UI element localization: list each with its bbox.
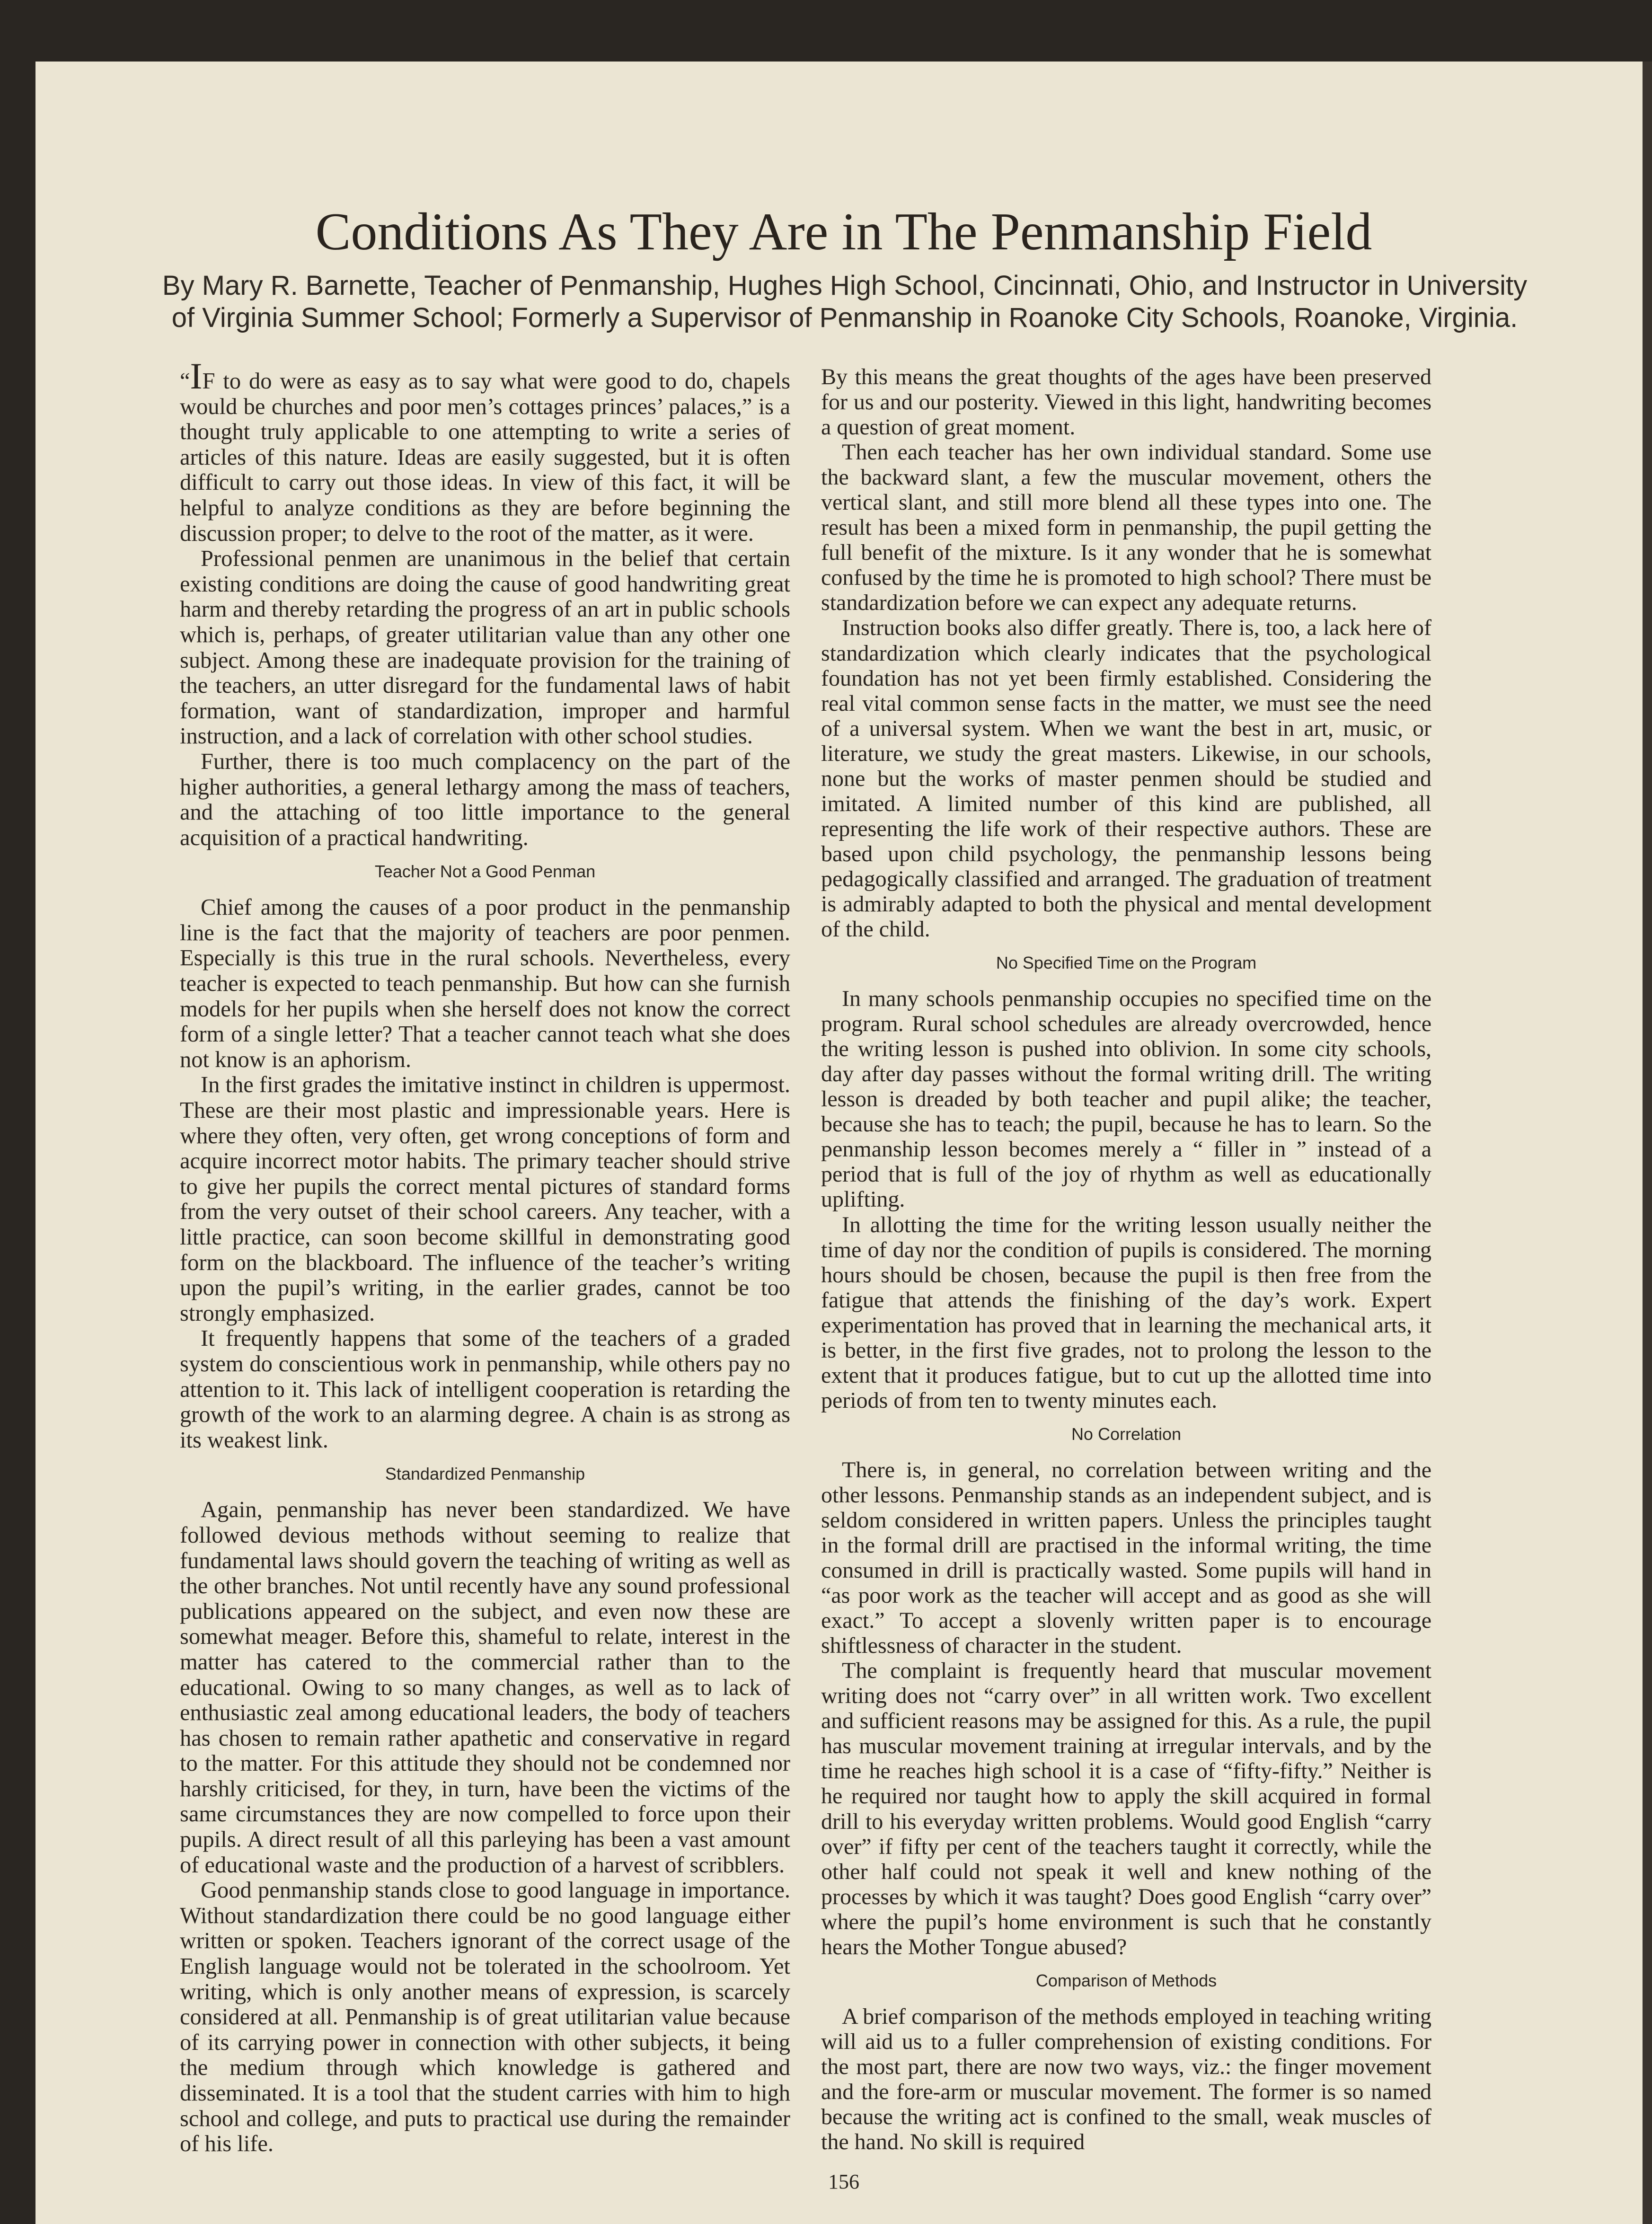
paragraph: The complaint is frequently heard that muscular movement writing does not “carry over” in all written work. Two excellent and sufficient reasons may be assigned for this. As a rule, the pupil has muscular movement training at irregular intervals, and by the time he reaches high school it is a case of “fifty-fifty.” Neither is he required nor taught how to apply the skill acquired in formal drill to his everyday written problems. Would good English “carry over” if fifty per cent of the teachers taught it correctly, while the other half could not speak it well and knew nothing of the processes by which it was taught? Does good English “carry over” where the pupil’s home environment is such that he constantly hears the Mother Tongue abused? [821, 1658, 1431, 1959]
paragraph: In allotting the time for the writing lesson usually neither the time of day nor the condition of pupils is considered. The morning hours should be chosen, because the pupil is then free from the fatigue that attends the finishing of the day’s work. Expert experimentation has proved that in learning the mechanical arts, it is better, in the first five grades, not to prolong the lesson to the extent that it produces fatigue, but to cut up the allotted time into periods of from ten to twenty minutes each. [821, 1212, 1431, 1413]
section-heading-teacher: Teacher Not a Good Penman [374, 862, 596, 882]
paragraph: Chief among the causes of a poor product in the penmanship line is the fact that the majority of teachers are poor penmen. Especially is this true in the rural schools. Nevertheless, every teacher is expected to teach penmanship. But how can she furnish models for her pupils when she herself does not know the correct form of a single letter? That a teacher cannot teach what she does not know is an aphorism. [180, 895, 790, 1072]
intro-paragraph [180, 355, 790, 546]
paragraph: Again, penmanship has never been standardized. We have followed devious methods without seeming to realize that fundamental laws should govern the teaching of writing as well as the other branches. Not until recently have any sound professional publications appeared on the subject, and even now these are somewhat meager. Before this, shameful to relate, interest in the matter has catered to the commercial rather than to the educational. Owing to so many changes, as well as to lack of enthusiastic zeal among educational leaders, the body of teachers has chosen to remain rather apathetic and conservative in regard to the matter. For this attitude they should not be condemned nor harshly criticised, for they, in turn, have been the victims of the same circumstances they are now compelled to force upon their pupils. A direct result of all this parleying has been a vast amount of educational waste and the production of a harvest of scribblers. [180, 1497, 790, 1878]
right-column [821, 364, 1431, 2154]
drop-cap: I [190, 355, 203, 397]
article-title: Conditions As They Are in The Penmanship Field [315, 203, 1372, 261]
paragraph: In the first grades the imitative instinct in children is uppermost. These are their most plastic and impressionable years. Here is where they often, very often, get wrong conceptions of form and acquire incorrect motor habits. The primary teacher should strive to give her pupils the correct mental pictures of standard forms from the very outset of their school careers. Any teacher, with a little practice, can soon become skillful in demonstrating good form on the blackboard. The influence of the teacher’s writing upon the pupil’s writing, in the earlier grades, cannot be too strongly emphasized. [180, 1072, 790, 1326]
page-number: 156 [828, 2170, 859, 2193]
paragraph: A brief comparison of the methods employed in teaching writing will aid us to a fuller comprehension of existing conditions. For the most part, there are now two ways, viz.: the finger movement and the fore-arm or muscular movement. The former is so named because the writing act is confined to the small, weak muscles of the hand. No skill is required [821, 2003, 1431, 2155]
intro-text: F to do were as easy as to say what were good to do, chapels would be churches and poor men’s cottages princes’ palaces,” is a thought truly applicable to one attempting to write a series of articles of this nature. Ideas are easily suggested, but it is often difficult to carry out those ideas. In view of this fact, it will be helpful to analyze conditions as they are before beginning the discussion proper; to delve to the root of the matter, as it were. [180, 369, 790, 546]
paragraph: It frequently happens that some of the teachers of a graded system do conscientious work in penmanship, while others pay no attention to it. This lack of intelligent cooperation is retarding the growth of the work to an alarming degree. A chain is as strong as its weakest link. [180, 1326, 790, 1453]
paragraph: Good penmanship stands close to good language in importance. Without standardization there could be no good language either written or spoken. Teachers ignorant of the correct usage of the English language would not be tolerated in the schoolroom. Yet writing, which is only another means of expression, is scarcely considered at all. Penmanship is of great utilitarian value because of its carrying power in connection with other subjects, it being the medium through which knowledge is gathered and disseminated. It is a tool that the student carries with him to high school and college, and puts to practical use during the remainder of his life. [180, 1878, 790, 2157]
paragraph: There is, in general, no correlation between writing and the other lessons. Penmanship stands as an independent subject, and is seldom considered in written papers. Unless the principles taught in the formal drill are practised in the informal writing, the time consumed in drill is practically wasted. Some pupils will hand in “as poor work as the teacher will accept and as good as she will exact.” To accept a slovenly written paper is to encourage shiftlessness of character in the student. [821, 1457, 1431, 1659]
opening-quote-mark: “ [180, 369, 190, 394]
section-heading-correlation: No Correlation [1071, 1424, 1182, 1444]
byline-line-1: By Mary R. Barnette, Teacher of Penmanship, Hughes High School, Cincinnati, Ohio, and Instructor in University [162, 270, 1528, 301]
section-heading-time: No Specified Time on the Program [996, 953, 1257, 973]
page [35, 62, 1652, 2224]
paragraph: Then each teacher has her own individual standard. Some use the backward slant, a few the muscular movement, others the vertical slant, and still more blend all these types into one. The result has been a mixed form in penmanship, the pupil getting the full benefit of the mixture. Is it any wonder that he is somewhat confused by the time he is promoted to high school? There must be standardization before we can expect any adequate returns. [821, 440, 1431, 616]
paragraph: Instruction books also differ greatly. There is, too, a lack here of standardization which clearly indicates that the psychological foundation has not yet been firmly established. Considering the real vital common sense facts in the matter, we must see the need of a universal system. When we want the best in art, music, or literature, we study the great masters. Likewise, in our schools, none but the works of master penmen should be studied and imitated. A limited number of this kind are published, all representing the life work of their respective authors. These are based upon child psychology, the penmanship lessons being pedagogically classified and arranged. The graduation of treatment is admirably adapted to both the physical and mental development of the child. [821, 615, 1431, 942]
book-edge [1643, 62, 1652, 2224]
byline-line-2: of Virginia Summer School; Formerly a Supervisor of Penmanship in Roanoke City Schools, Roanoke, Virginia. [171, 302, 1518, 333]
byline [154, 270, 1536, 334]
paragraph: By this means the great thoughts of the ages have been preserved for us and our posterity. Viewed in this light, handwriting becomes a question of great moment. [821, 364, 1431, 440]
section-heading-standardized: Standardized Penmanship [385, 1464, 585, 1484]
left-column [180, 355, 790, 2157]
paragraph: Professional penmen are unanimous in the belief that certain existing conditions are doing the cause of good handwriting great harm and thereby retarding the progress of an art in public schools which is, perhaps, of greater utilitarian value than any other one subject. Among these are inadequate provision for the training of the teachers, an utter disregard for the fundamental laws of habit formation, want of standardization, improper and harmful instruction, and a lack of correlation with other school studies. [180, 546, 790, 749]
paragraph: In many schools penmanship occupies no specified time on the program. Rural school schedules are already overcrowded, hence the writing lesson is pushed into oblivion. In some city schools, day after day passes without the formal writing drill. The writing lesson is dreaded by both teacher and pupil alike; the teacher, because she has to teach; the pupil, because he has to learn. So the penmanship lesson becomes merely a “ filler in ” instead of a period that is full of the joy of rhythm as well as educationally uplifting. [821, 986, 1431, 1212]
section-heading-comparison: Comparison of Methods [1035, 1970, 1217, 1990]
paragraph: Further, there is too much complacency on the part of the higher authorities, a general lethargy among the mass of teachers, and the attaching of too little importance to the general acquisition of a practical handwriting. [180, 749, 790, 850]
